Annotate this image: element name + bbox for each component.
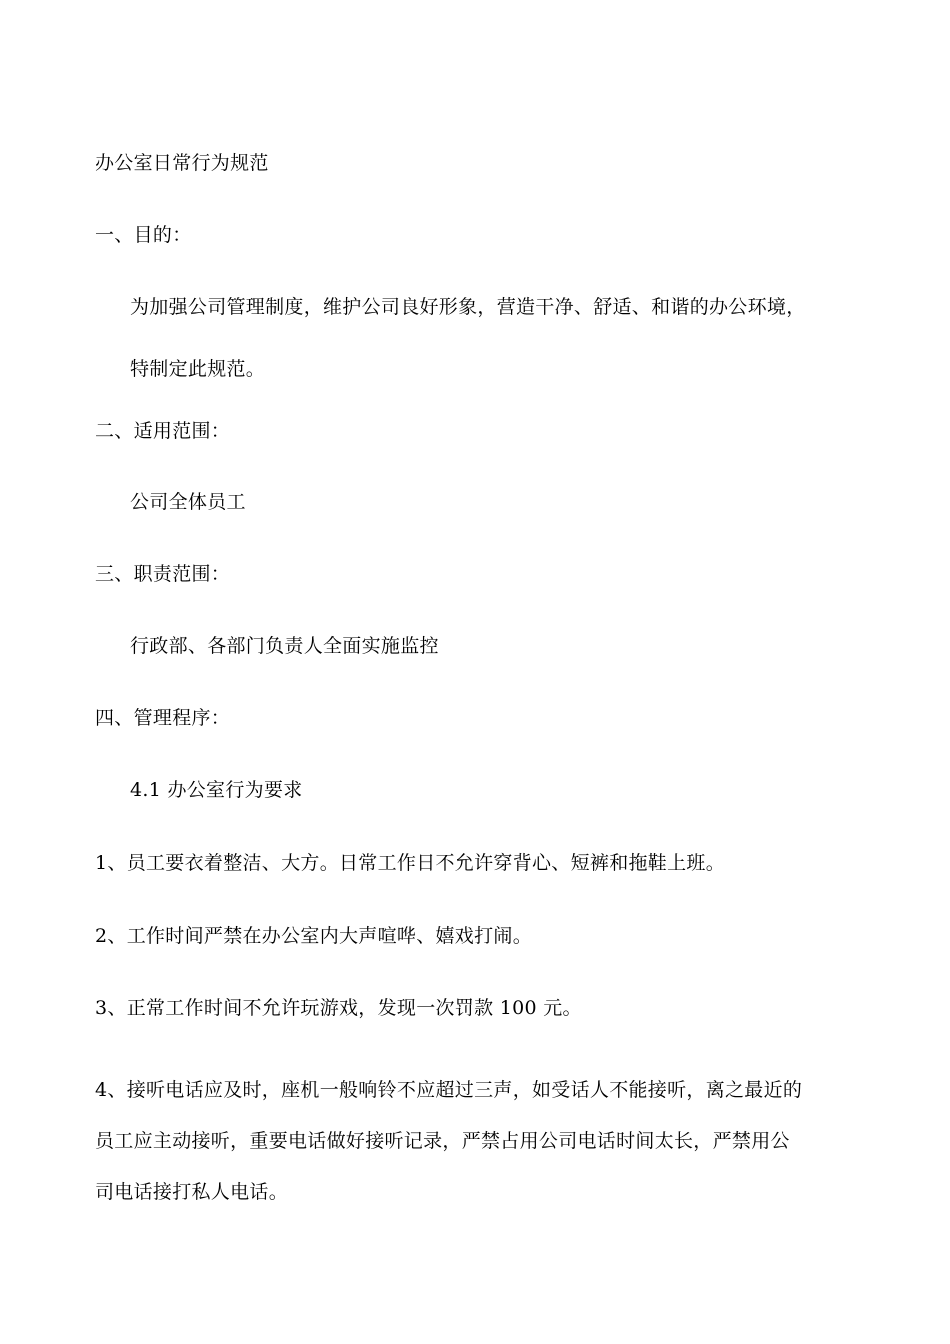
scope-text: 公司全体员工 — [130, 491, 246, 513]
list-item-4-line-1: 4、接听电话应及时，座机一般响铃不应超过三声，如受话人不能接听，离之最近的 — [95, 1079, 803, 1101]
purpose-text-line-2: 特制定此规范。 — [130, 358, 266, 380]
section-heading-procedure: 四、管理程序： — [95, 707, 231, 729]
list-item-3: 3、正常工作时间不允许玩游戏，发现一次罚款 100 元。 — [95, 997, 582, 1019]
list-item-1: 1、员工要衣着整洁、大方。日常工作日不允许穿背心、短裤和拖鞋上班。 — [95, 852, 725, 874]
list-item-2: 2、工作时间严禁在办公室内大声喧哗、嬉戏打闹。 — [95, 925, 532, 947]
purpose-text-line-1: 为加强公司管理制度，维护公司良好形象，营造干净、舒适、和谐的办公环境， — [130, 296, 806, 318]
section-heading-purpose: 一、目的： — [95, 224, 192, 246]
procedure-subheading: 4.1 办公室行为要求 — [130, 779, 303, 801]
section-heading-responsibility: 三、职责范围： — [95, 563, 231, 585]
document-title: 办公室日常行为规范 — [95, 152, 269, 174]
responsibility-text: 行政部、各部门负责人全面实施监控 — [130, 635, 439, 657]
list-item-4-line-2: 员工应主动接听，重要电话做好接听记录，严禁占用公司电话时间太长，严禁用公 — [95, 1130, 790, 1152]
section-heading-scope: 二、适用范围： — [95, 420, 231, 442]
list-item-4-line-3: 司电话接打私人电话。 — [95, 1181, 289, 1203]
